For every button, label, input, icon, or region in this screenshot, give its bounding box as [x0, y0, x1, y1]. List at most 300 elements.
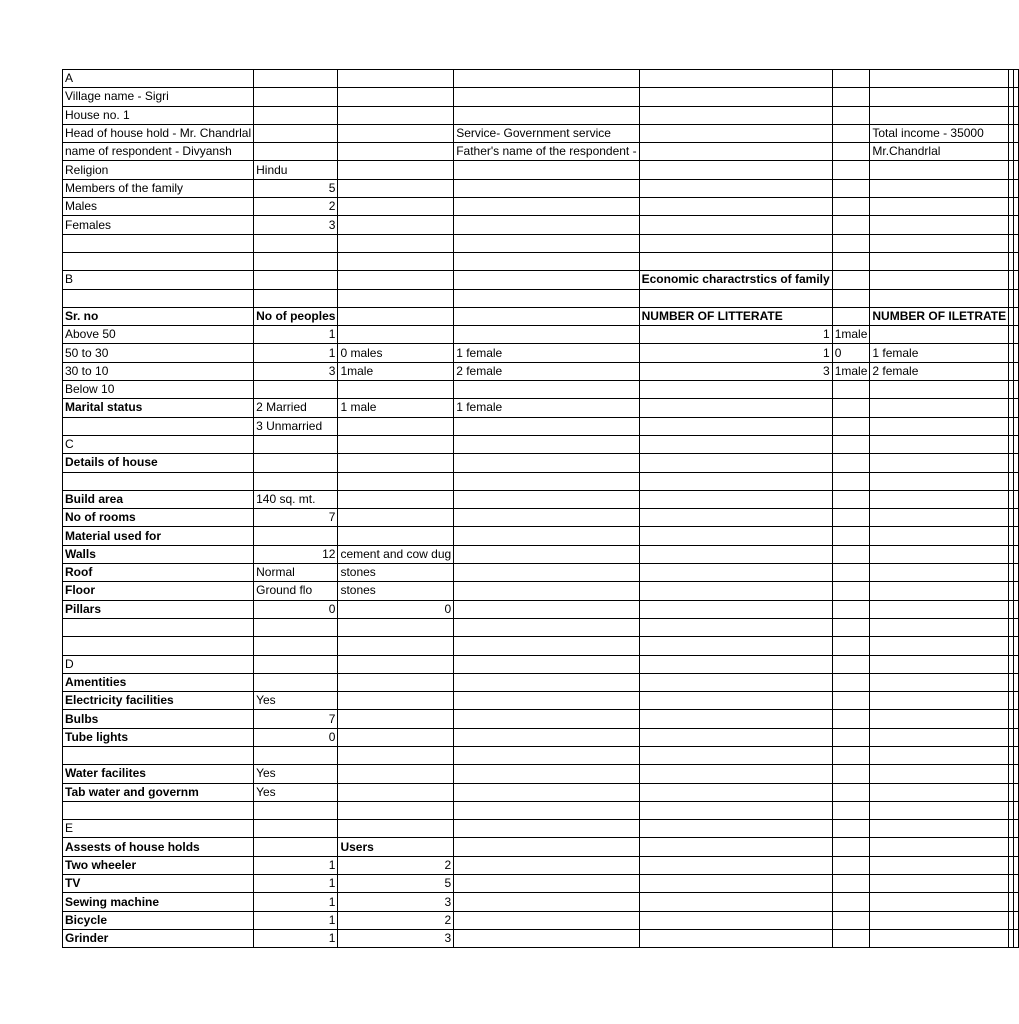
sheet-cell[interactable] — [454, 801, 639, 819]
sheet-cell[interactable]: Normal — [254, 564, 338, 582]
sheet-cell[interactable] — [1014, 216, 1019, 234]
sheet-cell[interactable] — [832, 88, 870, 106]
sheet-cell[interactable] — [454, 490, 639, 508]
sheet-cell[interactable]: 5 — [338, 875, 454, 893]
sheet-cell[interactable] — [639, 527, 832, 545]
sheet-cell[interactable] — [254, 820, 338, 838]
sheet-cell[interactable] — [832, 307, 870, 325]
sheet-cell[interactable]: Females — [63, 216, 254, 234]
sheet-cell[interactable]: 1 — [254, 344, 338, 362]
sheet-cell[interactable] — [454, 618, 639, 636]
sheet-cell[interactable] — [338, 527, 454, 545]
sheet-cell[interactable] — [639, 490, 832, 508]
sheet-cell[interactable]: Village name - Sigri — [63, 88, 254, 106]
sheet-cell[interactable] — [63, 618, 254, 636]
sheet-cell[interactable] — [639, 289, 832, 307]
sheet-cell[interactable] — [832, 911, 870, 929]
sheet-cell[interactable]: 0 — [832, 344, 870, 362]
sheet-cell[interactable] — [454, 655, 639, 673]
sheet-cell[interactable] — [639, 381, 832, 399]
sheet-cell[interactable] — [870, 509, 1009, 527]
sheet-cell[interactable]: Members of the family — [63, 179, 254, 197]
sheet-cell[interactable] — [870, 801, 1009, 819]
sheet-cell[interactable] — [1014, 911, 1019, 929]
sheet-cell[interactable] — [832, 417, 870, 435]
sheet-cell[interactable]: Yes — [254, 765, 338, 783]
sheet-cell[interactable]: Assests of house holds — [63, 838, 254, 856]
sheet-cell[interactable]: 7 — [254, 509, 338, 527]
sheet-cell[interactable]: 1 — [639, 326, 832, 344]
sheet-cell[interactable] — [1014, 564, 1019, 582]
sheet-cell[interactable]: 1 — [254, 326, 338, 344]
sheet-cell[interactable] — [454, 88, 639, 106]
sheet-cell[interactable] — [1014, 820, 1019, 838]
sheet-cell[interactable] — [338, 271, 454, 289]
sheet-cell[interactable] — [639, 509, 832, 527]
sheet-cell[interactable] — [639, 70, 832, 88]
sheet-cell[interactable]: 2 — [338, 856, 454, 874]
sheet-cell[interactable] — [870, 417, 1009, 435]
sheet-cell[interactable] — [454, 454, 639, 472]
sheet-cell[interactable] — [639, 710, 832, 728]
sheet-cell[interactable] — [454, 509, 639, 527]
sheet-cell[interactable]: TV — [63, 875, 254, 893]
sheet-cell[interactable] — [454, 911, 639, 929]
sheet-cell[interactable] — [639, 143, 832, 161]
sheet-cell[interactable] — [1014, 454, 1019, 472]
sheet-cell[interactable]: Build area — [63, 490, 254, 508]
sheet-cell[interactable] — [639, 198, 832, 216]
sheet-cell[interactable] — [832, 179, 870, 197]
sheet-cell[interactable] — [870, 399, 1009, 417]
sheet-cell[interactable] — [639, 216, 832, 234]
sheet-cell[interactable] — [338, 472, 454, 490]
sheet-cell[interactable] — [870, 472, 1009, 490]
sheet-cell[interactable]: E — [63, 820, 254, 838]
sheet-cell[interactable]: Sr. no — [63, 307, 254, 325]
sheet-cell[interactable] — [832, 582, 870, 600]
sheet-cell[interactable] — [870, 198, 1009, 216]
sheet-cell[interactable] — [832, 271, 870, 289]
sheet-cell[interactable]: Service- Government service — [454, 124, 639, 142]
sheet-cell[interactable]: 1 — [254, 911, 338, 929]
sheet-cell[interactable] — [454, 216, 639, 234]
sheet-cell[interactable] — [454, 783, 639, 801]
sheet-cell[interactable] — [870, 746, 1009, 764]
sheet-cell[interactable]: Above 50 — [63, 326, 254, 344]
sheet-cell[interactable]: 3 — [254, 216, 338, 234]
sheet-cell[interactable] — [870, 435, 1009, 453]
sheet-cell[interactable] — [338, 783, 454, 801]
sheet-cell[interactable] — [338, 692, 454, 710]
sheet-cell[interactable] — [1014, 893, 1019, 911]
sheet-cell[interactable] — [254, 252, 338, 270]
sheet-cell[interactable] — [832, 838, 870, 856]
sheet-cell[interactable] — [454, 875, 639, 893]
sheet-cell[interactable] — [870, 70, 1009, 88]
sheet-cell[interactable] — [254, 746, 338, 764]
sheet-cell[interactable]: Mr.Chandrlal — [870, 143, 1009, 161]
sheet-cell[interactable]: B — [63, 271, 254, 289]
sheet-cell[interactable] — [1014, 344, 1019, 362]
sheet-cell[interactable] — [870, 381, 1009, 399]
sheet-cell[interactable]: 1male — [832, 326, 870, 344]
sheet-cell[interactable] — [63, 417, 254, 435]
sheet-cell[interactable] — [1014, 875, 1019, 893]
sheet-cell[interactable] — [870, 490, 1009, 508]
sheet-cell[interactable]: NUMBER OF LITTERATE — [639, 307, 832, 325]
sheet-cell[interactable] — [832, 527, 870, 545]
sheet-cell[interactable]: 5 — [254, 179, 338, 197]
sheet-cell[interactable]: Marital status — [63, 399, 254, 417]
sheet-cell[interactable] — [832, 509, 870, 527]
sheet-cell[interactable] — [454, 545, 639, 563]
sheet-cell[interactable] — [1014, 783, 1019, 801]
sheet-cell[interactable] — [1014, 143, 1019, 161]
sheet-cell[interactable] — [639, 655, 832, 673]
sheet-cell[interactable] — [338, 801, 454, 819]
sheet-cell[interactable] — [338, 252, 454, 270]
sheet-cell[interactable] — [870, 326, 1009, 344]
sheet-cell[interactable] — [338, 161, 454, 179]
sheet-cell[interactable] — [454, 289, 639, 307]
sheet-cell[interactable] — [338, 143, 454, 161]
sheet-cell[interactable] — [1014, 362, 1019, 380]
sheet-cell[interactable]: 3 — [254, 362, 338, 380]
sheet-cell[interactable] — [832, 600, 870, 618]
sheet-cell[interactable] — [639, 564, 832, 582]
sheet-cell[interactable]: 1male — [338, 362, 454, 380]
sheet-cell[interactable] — [1014, 527, 1019, 545]
sheet-cell[interactable]: 1 female — [454, 399, 639, 417]
sheet-cell[interactable] — [454, 692, 639, 710]
sheet-cell[interactable] — [338, 454, 454, 472]
sheet-cell[interactable] — [870, 838, 1009, 856]
sheet-cell[interactable] — [639, 582, 832, 600]
sheet-cell[interactable] — [832, 143, 870, 161]
sheet-cell[interactable] — [639, 728, 832, 746]
sheet-cell[interactable] — [1014, 655, 1019, 673]
sheet-cell[interactable] — [63, 746, 254, 764]
sheet-cell[interactable] — [1014, 838, 1019, 856]
sheet-cell[interactable] — [870, 911, 1009, 929]
sheet-cell[interactable]: 3 — [338, 929, 454, 947]
sheet-cell[interactable] — [1014, 252, 1019, 270]
sheet-cell[interactable]: 1male — [832, 362, 870, 380]
sheet-cell[interactable] — [254, 234, 338, 252]
sheet-cell[interactable] — [639, 545, 832, 563]
sheet-cell[interactable] — [832, 820, 870, 838]
sheet-cell[interactable]: C — [63, 435, 254, 453]
sheet-cell[interactable] — [832, 234, 870, 252]
sheet-cell[interactable] — [1014, 673, 1019, 691]
sheet-cell[interactable] — [639, 454, 832, 472]
sheet-cell[interactable]: 50 to 30 — [63, 344, 254, 362]
sheet-cell[interactable] — [639, 783, 832, 801]
sheet-cell[interactable] — [454, 582, 639, 600]
sheet-cell[interactable]: Grinder — [63, 929, 254, 947]
sheet-cell[interactable] — [454, 326, 639, 344]
sheet-cell[interactable] — [870, 728, 1009, 746]
sheet-cell[interactable] — [870, 454, 1009, 472]
sheet-cell[interactable] — [639, 399, 832, 417]
sheet-cell[interactable]: Bicycle — [63, 911, 254, 929]
sheet-cell[interactable] — [454, 673, 639, 691]
sheet-cell[interactable] — [338, 307, 454, 325]
sheet-cell[interactable] — [832, 435, 870, 453]
sheet-cell[interactable] — [639, 856, 832, 874]
sheet-cell[interactable] — [639, 801, 832, 819]
sheet-cell[interactable] — [1014, 271, 1019, 289]
sheet-cell[interactable] — [1014, 472, 1019, 490]
sheet-cell[interactable]: Material used for — [63, 527, 254, 545]
sheet-cell[interactable] — [63, 801, 254, 819]
sheet-cell[interactable] — [338, 435, 454, 453]
sheet-cell[interactable] — [1014, 509, 1019, 527]
sheet-cell[interactable] — [1014, 490, 1019, 508]
sheet-cell[interactable] — [63, 289, 254, 307]
sheet-cell[interactable] — [639, 911, 832, 929]
sheet-cell[interactable] — [454, 637, 639, 655]
sheet-cell[interactable] — [338, 216, 454, 234]
sheet-cell[interactable] — [832, 106, 870, 124]
sheet-cell[interactable] — [870, 710, 1009, 728]
sheet-cell[interactable]: 2 — [338, 911, 454, 929]
sheet-cell[interactable] — [1014, 929, 1019, 947]
sheet-cell[interactable] — [338, 198, 454, 216]
sheet-cell[interactable]: Economic charactrstics of family — [639, 271, 832, 289]
sheet-cell[interactable] — [639, 106, 832, 124]
sheet-cell[interactable] — [870, 161, 1009, 179]
sheet-cell[interactable] — [1014, 88, 1019, 106]
sheet-cell[interactable] — [832, 746, 870, 764]
sheet-cell[interactable] — [1014, 179, 1019, 197]
sheet-cell[interactable] — [1014, 161, 1019, 179]
sheet-cell[interactable] — [338, 179, 454, 197]
sheet-cell[interactable] — [1014, 637, 1019, 655]
sheet-cell[interactable] — [338, 417, 454, 435]
sheet-cell[interactable] — [338, 637, 454, 655]
sheet-cell[interactable] — [254, 271, 338, 289]
sheet-cell[interactable] — [639, 600, 832, 618]
sheet-cell[interactable]: Water facilites — [63, 765, 254, 783]
sheet-cell[interactable] — [832, 801, 870, 819]
sheet-cell[interactable] — [870, 527, 1009, 545]
sheet-cell[interactable] — [254, 801, 338, 819]
sheet-cell[interactable] — [870, 637, 1009, 655]
sheet-cell[interactable] — [639, 746, 832, 764]
sheet-cell[interactable] — [639, 875, 832, 893]
sheet-cell[interactable] — [454, 70, 639, 88]
sheet-cell[interactable] — [454, 106, 639, 124]
sheet-cell[interactable]: 1 female — [454, 344, 639, 362]
sheet-cell[interactable]: Tube lights — [63, 728, 254, 746]
sheet-cell[interactable]: 1 — [254, 929, 338, 947]
sheet-cell[interactable] — [1014, 234, 1019, 252]
sheet-cell[interactable] — [454, 929, 639, 947]
sheet-cell[interactable] — [870, 216, 1009, 234]
sheet-cell[interactable] — [870, 252, 1009, 270]
sheet-cell[interactable]: Hindu — [254, 161, 338, 179]
sheet-cell[interactable] — [1014, 106, 1019, 124]
sheet-cell[interactable] — [454, 435, 639, 453]
sheet-cell[interactable] — [1014, 692, 1019, 710]
sheet-cell[interactable]: Floor — [63, 582, 254, 600]
sheet-cell[interactable] — [832, 929, 870, 947]
sheet-cell[interactable] — [254, 143, 338, 161]
sheet-cell[interactable] — [254, 527, 338, 545]
sheet-cell[interactable] — [254, 838, 338, 856]
sheet-cell[interactable] — [1014, 435, 1019, 453]
sheet-cell[interactable]: 3 Unmarried — [254, 417, 338, 435]
sheet-cell[interactable]: 0 — [254, 600, 338, 618]
sheet-cell[interactable] — [639, 161, 832, 179]
sheet-cell[interactable] — [639, 472, 832, 490]
sheet-cell[interactable]: Head of house hold - Mr. Chandrlal — [63, 124, 254, 142]
sheet-cell[interactable] — [639, 417, 832, 435]
sheet-cell[interactable] — [254, 655, 338, 673]
sheet-cell[interactable]: Religion — [63, 161, 254, 179]
sheet-cell[interactable]: D — [63, 655, 254, 673]
sheet-cell[interactable] — [1014, 746, 1019, 764]
sheet-cell[interactable] — [454, 564, 639, 582]
sheet-cell[interactable]: No of rooms — [63, 509, 254, 527]
sheet-cell[interactable] — [870, 692, 1009, 710]
sheet-cell[interactable] — [832, 692, 870, 710]
sheet-cell[interactable] — [870, 179, 1009, 197]
sheet-cell[interactable] — [832, 875, 870, 893]
sheet-cell[interactable] — [254, 472, 338, 490]
sheet-cell[interactable] — [832, 252, 870, 270]
sheet-cell[interactable] — [870, 820, 1009, 838]
sheet-cell[interactable] — [254, 637, 338, 655]
sheet-cell[interactable] — [832, 893, 870, 911]
sheet-cell[interactable] — [454, 252, 639, 270]
sheet-cell[interactable]: 1 — [254, 856, 338, 874]
sheet-cell[interactable] — [870, 234, 1009, 252]
sheet-cell[interactable] — [1014, 417, 1019, 435]
sheet-cell[interactable] — [832, 490, 870, 508]
sheet-cell[interactable] — [832, 564, 870, 582]
sheet-cell[interactable] — [832, 618, 870, 636]
sheet-cell[interactable] — [1014, 70, 1019, 88]
sheet-cell[interactable] — [254, 289, 338, 307]
sheet-cell[interactable] — [454, 161, 639, 179]
sheet-cell[interactable]: No of peoples — [254, 307, 338, 325]
sheet-cell[interactable] — [639, 692, 832, 710]
sheet-cell[interactable] — [1014, 728, 1019, 746]
sheet-cell[interactable] — [454, 893, 639, 911]
sheet-cell[interactable]: Users — [338, 838, 454, 856]
sheet-cell[interactable]: House no. 1 — [63, 106, 254, 124]
sheet-cell[interactable] — [454, 271, 639, 289]
sheet-cell[interactable] — [832, 856, 870, 874]
sheet-cell[interactable] — [338, 673, 454, 691]
sheet-cell[interactable] — [454, 527, 639, 545]
sheet-cell[interactable] — [639, 929, 832, 947]
sheet-cell[interactable] — [254, 435, 338, 453]
sheet-cell[interactable] — [338, 70, 454, 88]
sheet-cell[interactable] — [454, 820, 639, 838]
sheet-cell[interactable] — [454, 710, 639, 728]
sheet-cell[interactable] — [254, 673, 338, 691]
sheet-cell[interactable] — [63, 234, 254, 252]
sheet-cell[interactable] — [639, 234, 832, 252]
sheet-cell[interactable] — [832, 381, 870, 399]
sheet-cell[interactable] — [832, 289, 870, 307]
sheet-cell[interactable]: 1 — [254, 893, 338, 911]
sheet-cell[interactable]: Two wheeler — [63, 856, 254, 874]
sheet-cell[interactable] — [338, 234, 454, 252]
sheet-cell[interactable] — [639, 765, 832, 783]
sheet-cell[interactable]: 1 — [639, 344, 832, 362]
sheet-cell[interactable] — [1014, 307, 1019, 325]
sheet-cell[interactable]: Sewing machine — [63, 893, 254, 911]
sheet-cell[interactable] — [338, 509, 454, 527]
sheet-cell[interactable] — [832, 673, 870, 691]
sheet-cell[interactable] — [254, 618, 338, 636]
sheet-cell[interactable] — [1014, 289, 1019, 307]
sheet-cell[interactable] — [454, 234, 639, 252]
sheet-cell[interactable]: Tab water and governm — [63, 783, 254, 801]
sheet-cell[interactable] — [870, 88, 1009, 106]
sheet-cell[interactable] — [870, 929, 1009, 947]
sheet-cell[interactable] — [870, 582, 1009, 600]
sheet-cell[interactable] — [1014, 856, 1019, 874]
sheet-cell[interactable] — [1014, 124, 1019, 142]
sheet-cell[interactable] — [254, 88, 338, 106]
sheet-cell[interactable] — [1014, 600, 1019, 618]
sheet-cell[interactable]: stones — [338, 564, 454, 582]
sheet-cell[interactable]: 0 — [338, 600, 454, 618]
sheet-cell[interactable] — [1014, 582, 1019, 600]
sheet-cell[interactable]: Total income - 35000 — [870, 124, 1009, 142]
sheet-cell[interactable]: 1 female — [870, 344, 1009, 362]
sheet-cell[interactable] — [832, 216, 870, 234]
sheet-cell[interactable] — [63, 637, 254, 655]
sheet-cell[interactable] — [1014, 618, 1019, 636]
sheet-cell[interactable] — [832, 198, 870, 216]
sheet-cell[interactable] — [254, 106, 338, 124]
sheet-cell[interactable] — [832, 783, 870, 801]
sheet-cell[interactable] — [1014, 765, 1019, 783]
sheet-cell[interactable] — [254, 70, 338, 88]
sheet-cell[interactable] — [832, 454, 870, 472]
sheet-cell[interactable]: Ground flo — [254, 582, 338, 600]
sheet-cell[interactable] — [832, 637, 870, 655]
sheet-cell[interactable] — [1014, 710, 1019, 728]
sheet-cell[interactable] — [338, 746, 454, 764]
sheet-cell[interactable]: cement and cow dug — [338, 545, 454, 563]
sheet-cell[interactable]: 3 — [639, 362, 832, 380]
sheet-cell[interactable] — [832, 70, 870, 88]
sheet-cell[interactable] — [454, 856, 639, 874]
sheet-cell[interactable] — [870, 783, 1009, 801]
sheet-cell[interactable]: stones — [338, 582, 454, 600]
sheet-cell[interactable]: Males — [63, 198, 254, 216]
sheet-cell[interactable]: 0 — [254, 728, 338, 746]
sheet-cell[interactable] — [639, 252, 832, 270]
sheet-cell[interactable] — [832, 124, 870, 142]
sheet-cell[interactable] — [454, 307, 639, 325]
sheet-cell[interactable]: 30 to 10 — [63, 362, 254, 380]
sheet-cell[interactable]: Yes — [254, 783, 338, 801]
sheet-cell[interactable] — [639, 618, 832, 636]
sheet-cell[interactable]: 2 Married — [254, 399, 338, 417]
sheet-cell[interactable] — [338, 710, 454, 728]
sheet-cell[interactable] — [338, 618, 454, 636]
sheet-cell[interactable] — [832, 710, 870, 728]
